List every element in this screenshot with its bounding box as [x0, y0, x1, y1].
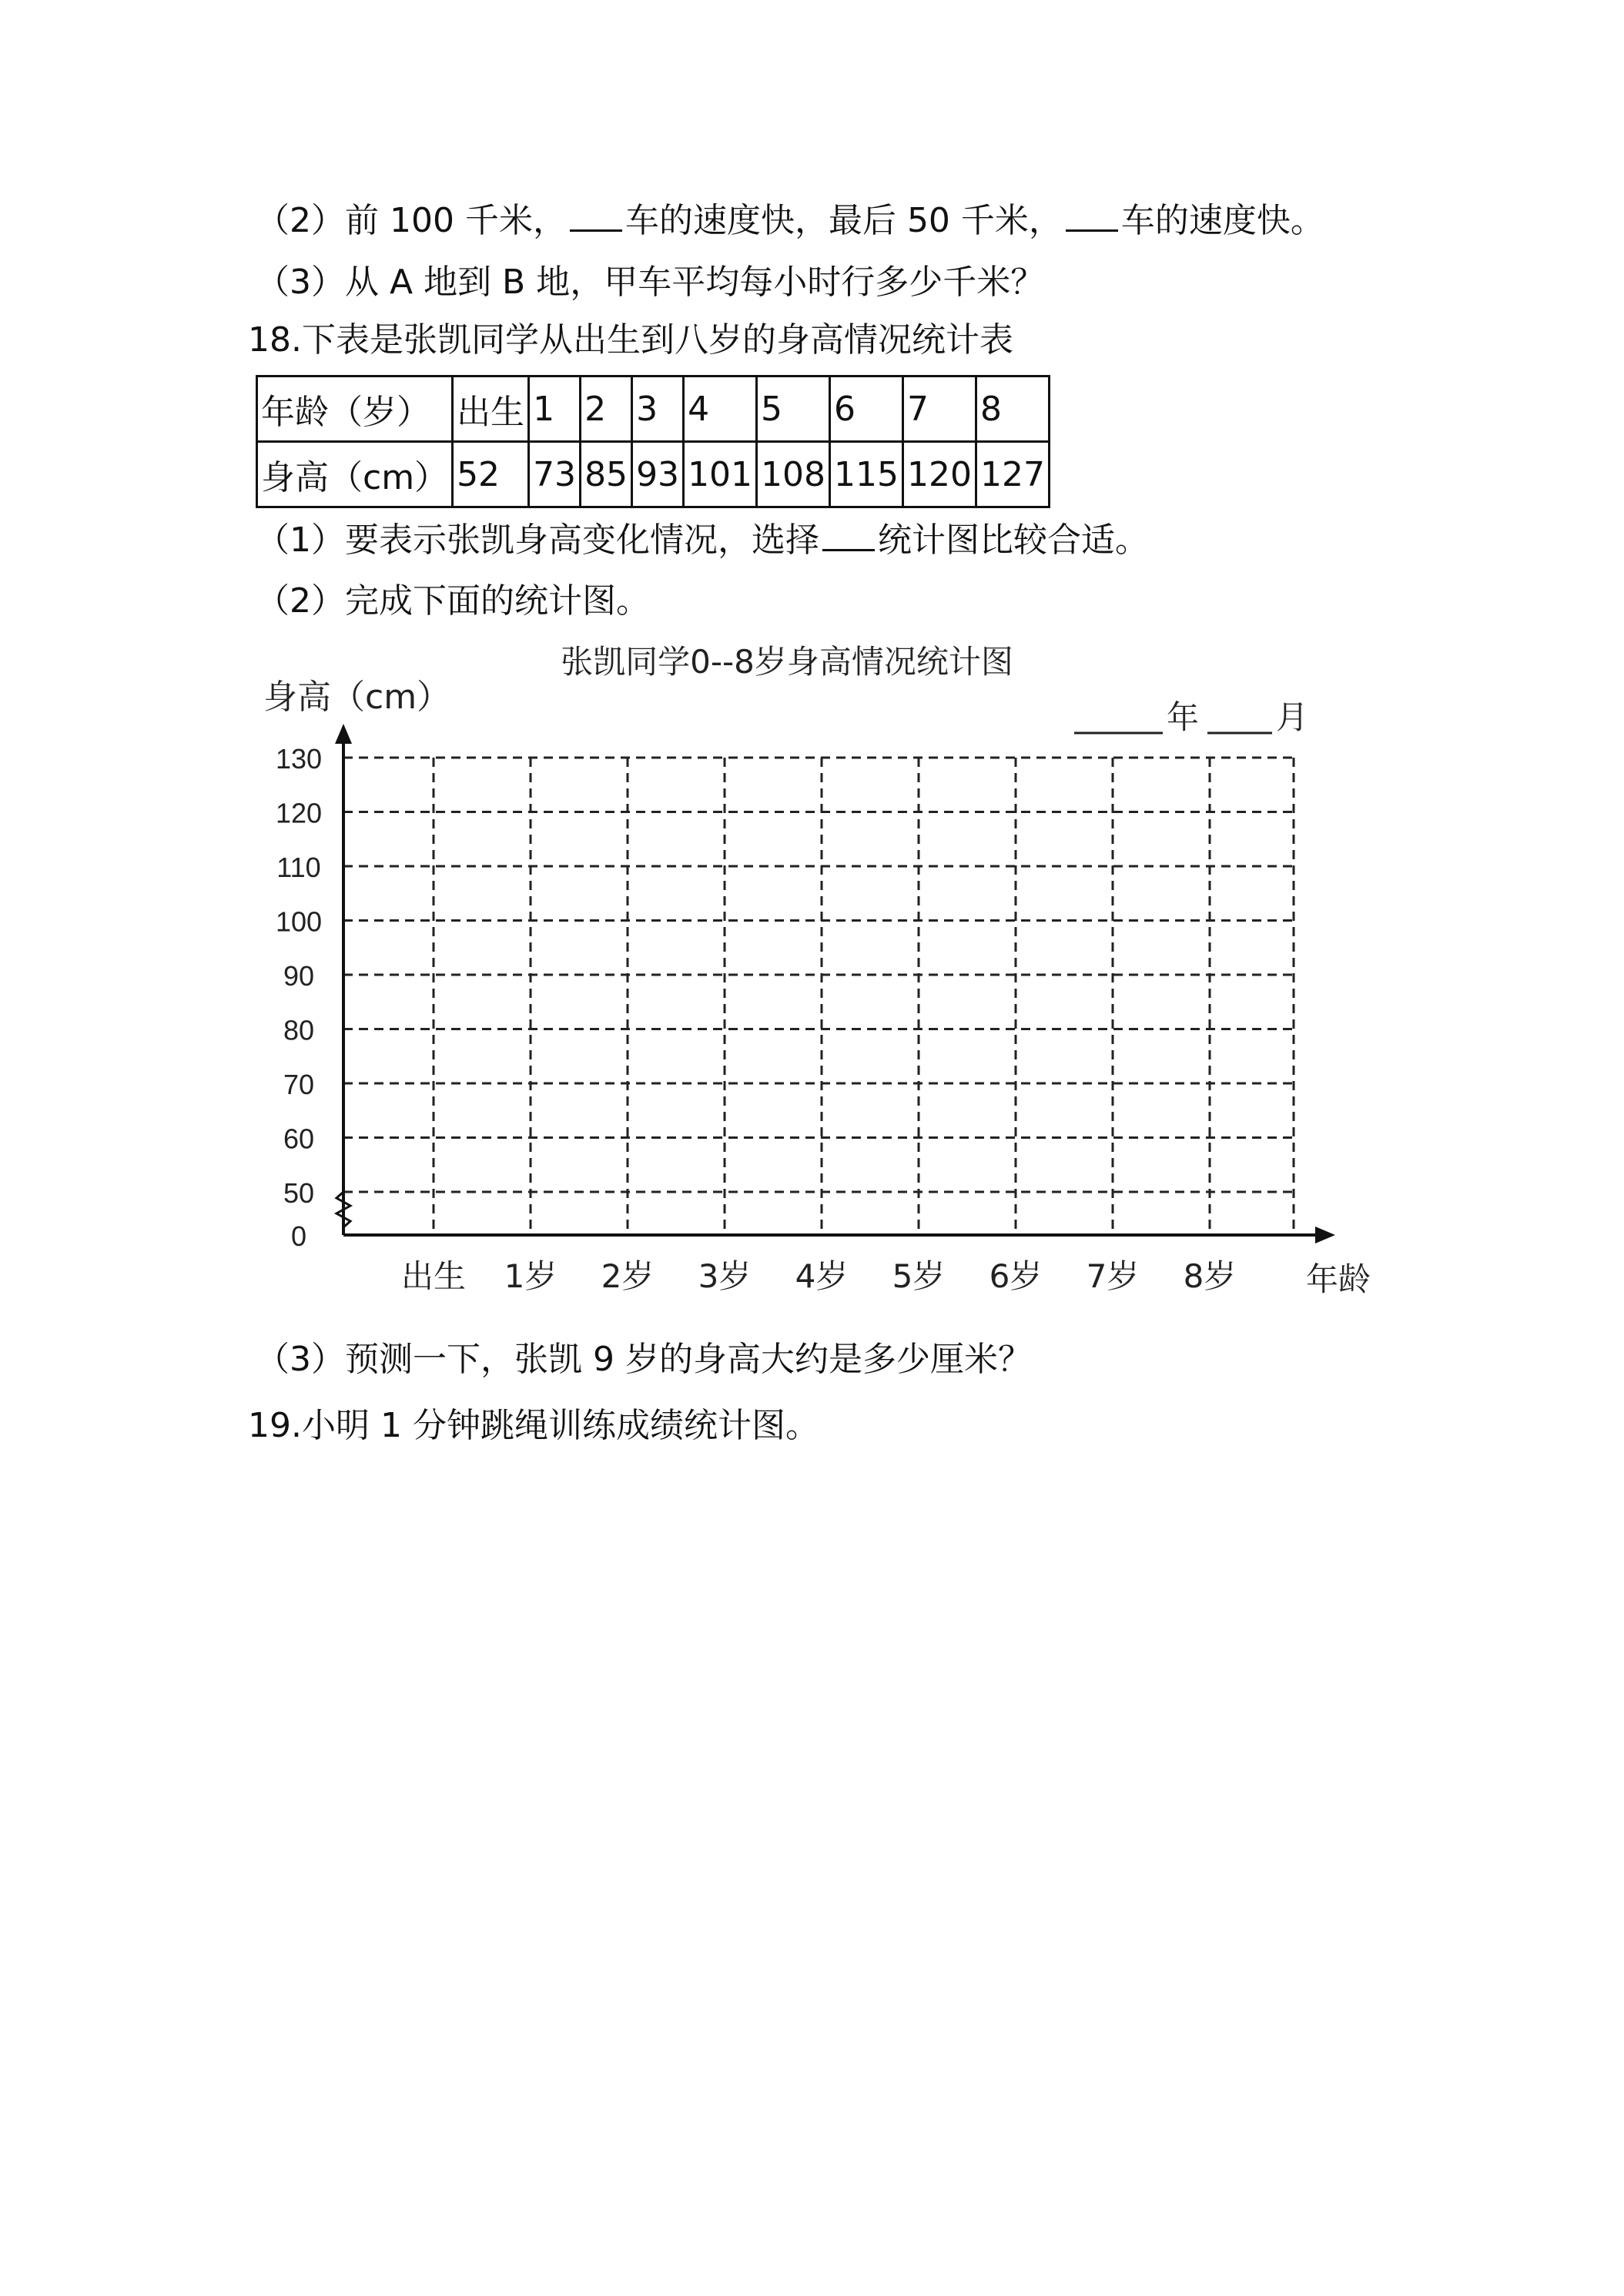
y-tick-label: 60 [283, 1123, 315, 1155]
q18-subquestion-3: （3）预测一下，张凯 9 岁的身高大约是多少厘米？ [256, 1340, 1032, 1379]
q17-sub2-middle: 车的速度快，最后 50 千米， [624, 201, 1063, 240]
age-cell: 2 [581, 377, 632, 442]
age-cell: 6 [830, 377, 903, 442]
q17-sub2-suffix: 车的速度快。 [1120, 201, 1324, 240]
height-cell: 85 [581, 442, 632, 507]
chart-grid [343, 758, 1294, 1235]
month-label: 月 [1276, 698, 1309, 736]
x-axis-arrow-icon [1315, 1227, 1335, 1243]
age-cell: 7 [903, 377, 976, 442]
x-tick-label: 1岁 [504, 1257, 558, 1295]
x-tick-label: 5岁 [892, 1257, 946, 1295]
height-cell: 73 [529, 442, 581, 507]
x-tick-label: 3岁 [698, 1257, 752, 1295]
q18-heading: 18.下表是张凯同学从出生到八岁的身高情况统计表 [248, 320, 1013, 360]
height-cell: 108 [757, 442, 830, 507]
chart-title: 张凯同学0--8岁身高情况统计图 [561, 643, 1013, 681]
q18-sub1-suffix: 统计图比较合适。 [878, 520, 1149, 560]
y-tick-label: 0 [290, 1220, 307, 1252]
age-cell: 4 [684, 377, 757, 442]
y-tick-label: 50 [283, 1177, 315, 1209]
q18-sub1-prefix: （1）要表示张凯身高变化情况，选择 [256, 520, 819, 560]
y-tick-label: 80 [283, 1014, 315, 1046]
y-tick-label: 70 [283, 1069, 315, 1100]
x-tick-label: 出生 [400, 1257, 467, 1295]
y-tick-labels [276, 743, 322, 1252]
y-axis-arrow-icon [335, 724, 352, 744]
height-cell: 101 [684, 442, 757, 507]
height-cell: 93 [632, 442, 684, 507]
age-cell: 3 [632, 377, 684, 442]
height-cell: 52 [453, 442, 529, 507]
height-cell: 120 [903, 442, 976, 507]
y-tick-label: 100 [275, 905, 323, 938]
x-tick-labels [401, 1257, 1371, 1298]
y-tick-label: 120 [275, 797, 323, 829]
age-cell: 5 [757, 377, 830, 442]
age-header-cell: 年龄（岁） [257, 377, 453, 442]
height-cell: 115 [830, 442, 903, 507]
x-tick-label: 6岁 [989, 1257, 1043, 1295]
y-axis-label: 身高（cm） [263, 678, 451, 717]
height-cell: 127 [976, 442, 1050, 507]
year-label: 年 [1167, 698, 1200, 736]
q18-subquestion-2: （2）完成下面的统计图。 [256, 581, 650, 621]
age-cell: 出生 [453, 377, 529, 442]
age-cell: 8 [976, 377, 1050, 442]
x-tick-label: 4岁 [795, 1257, 849, 1295]
height-header-cell: 身高（cm） [257, 442, 453, 507]
y-tick-label: 130 [275, 743, 323, 775]
x-tick-label: 2岁 [601, 1257, 655, 1295]
y-tick-label: 90 [283, 960, 315, 992]
q17-subquestion-3: （3）从 A 地到 B 地，甲车平均每小时行多少千米？ [256, 263, 1045, 302]
x-tick-label: 8岁 [1183, 1257, 1237, 1295]
chart-axes [335, 724, 1335, 1243]
x-tick-label: 7岁 [1086, 1257, 1140, 1295]
q17-sub2-prefix: （2）前 100 千米， [256, 201, 567, 240]
q19-heading: 19.小明 1 分钟跳绳训练成绩统计图。 [248, 1406, 819, 1445]
age-cell: 1 [529, 377, 581, 442]
y-tick-label: 110 [276, 852, 321, 883]
date-blanks [1074, 698, 1308, 736]
x-axis-label: 年龄 [1305, 1260, 1371, 1298]
